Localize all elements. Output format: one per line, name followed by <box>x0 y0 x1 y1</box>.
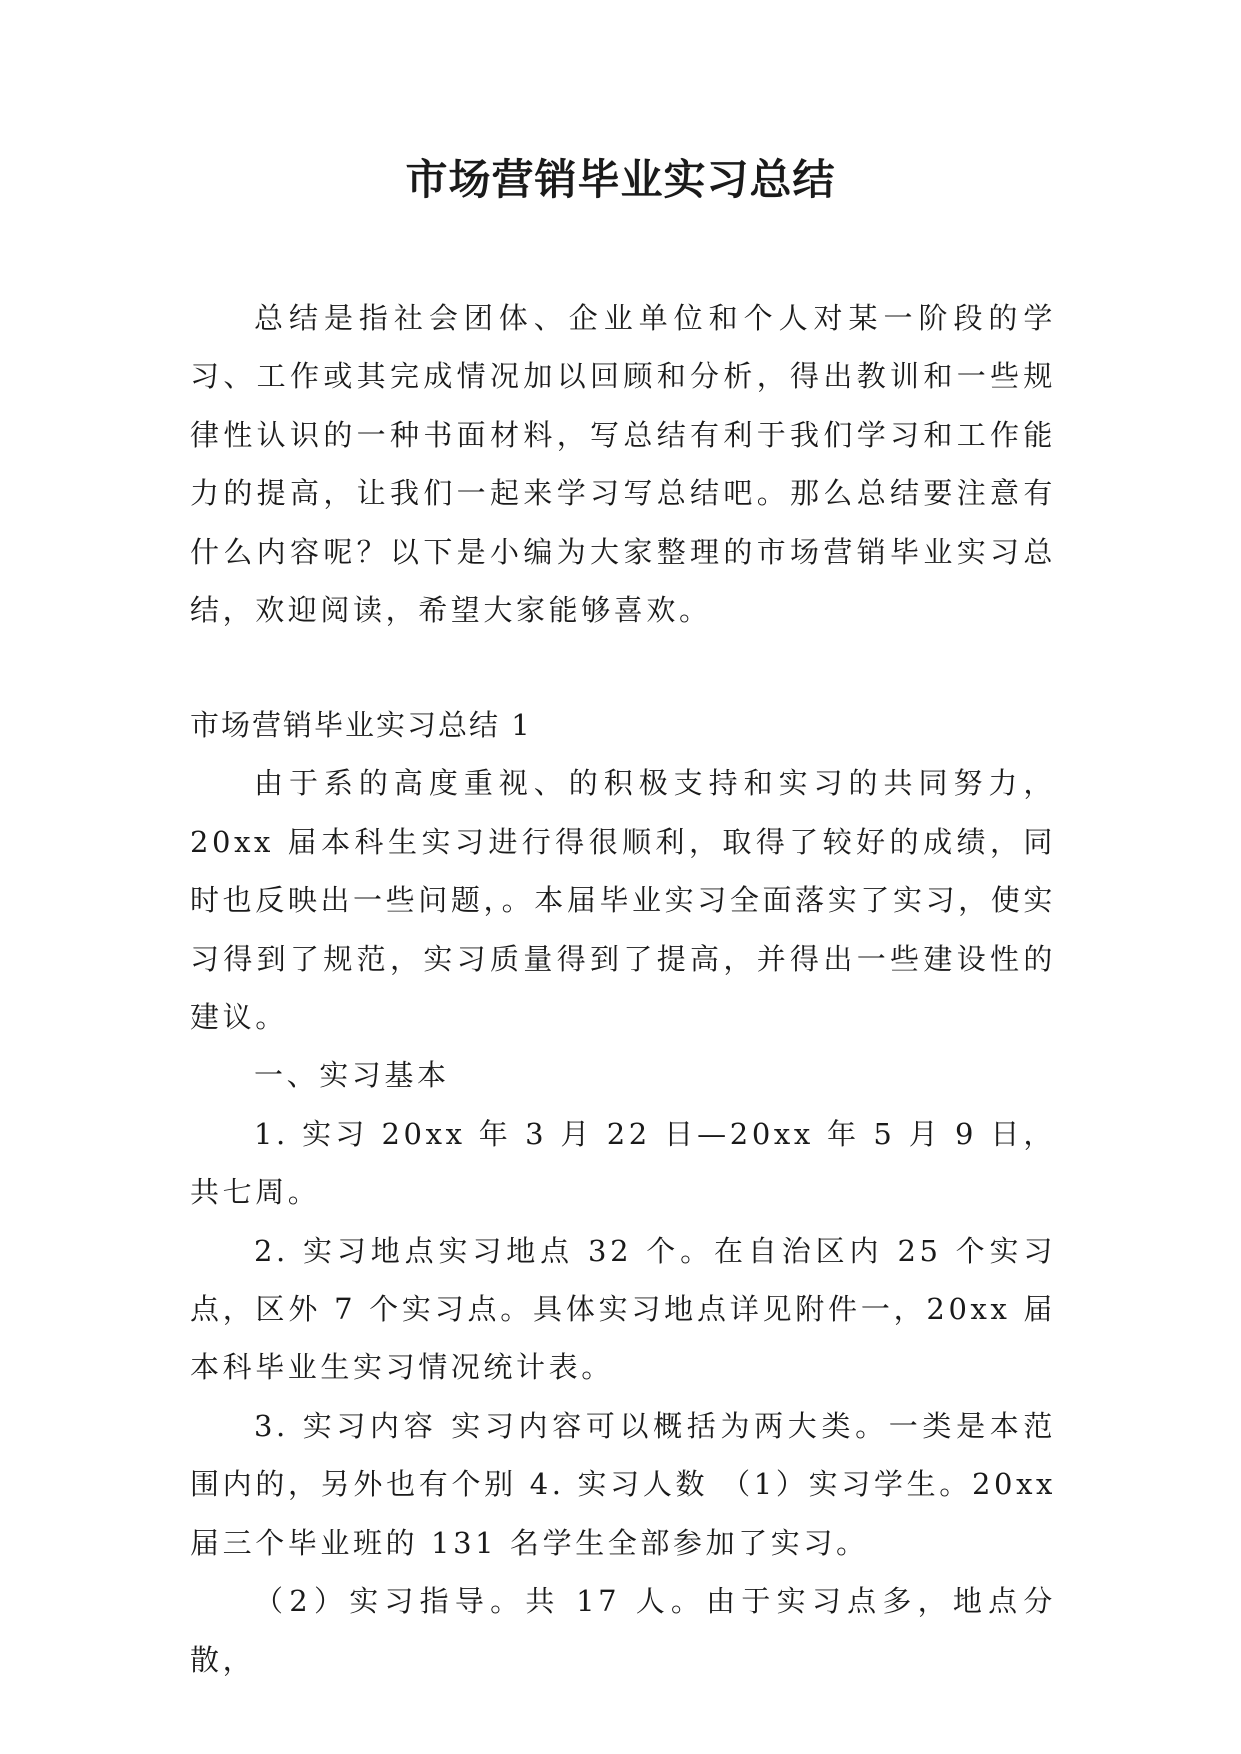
section-heading: 市场营销毕业实习总结 1 <box>190 708 532 742</box>
paragraph: 一、实习基本 <box>254 1058 450 1093</box>
paragraph: （2）实习指导。共 17 人。由于实习点多，地点分散， <box>190 1584 1056 1677</box>
paragraph: 2. 实习地点实习地点 32 个。在自治区内 25 个实习点，区外 7 个实习点。具体实习地点详见附件一，20xx 届本科毕业生实习情况统计表。 <box>190 1233 1056 1385</box>
intro-block <box>190 289 1056 639</box>
paragraph: 3. 实习内容 实习内容可以概括为两大类。一类是本范围内的，另外也有个别 4. 实习人数 （1）实习学生。20xx 届三个毕业班的 131 名学生全部参加了实习。 <box>190 1408 1056 1560</box>
paragraph: 1. 实习 20xx 年 3 月 22 日—20xx 年 5 月 9 日，共七周。 <box>190 1116 1056 1210</box>
intro-paragraph: 总结是指社会团体、企业单位和个人对某一阶段的学习、工作或其完成情况加以回顾和分析，得出教训和一些规律性认识的一种书面材料，写总结有利于我们学习和工作能力的提高，让我们一起来学习写总结吧。那么总结要注意有什么内容呢？以下是小编为大家整理的市场营销毕业实习总结，欢迎阅读，希望大家能够喜欢。 <box>190 301 1056 628</box>
document-title: 市场营销毕业实习总结 <box>405 155 836 204</box>
section-block <box>190 696 1056 1689</box>
paragraph: 由于系的高度重视、的积极支持和实习的共同努力，20xx 届本科生实习进行得很顺利，取得了较好的成绩，同时也反映出一些问题，。本届毕业实习全面落实了实习，使实习得到了规范，实习质量得到了提高，并得出一些建设性的建议。 <box>190 766 1056 1035</box>
